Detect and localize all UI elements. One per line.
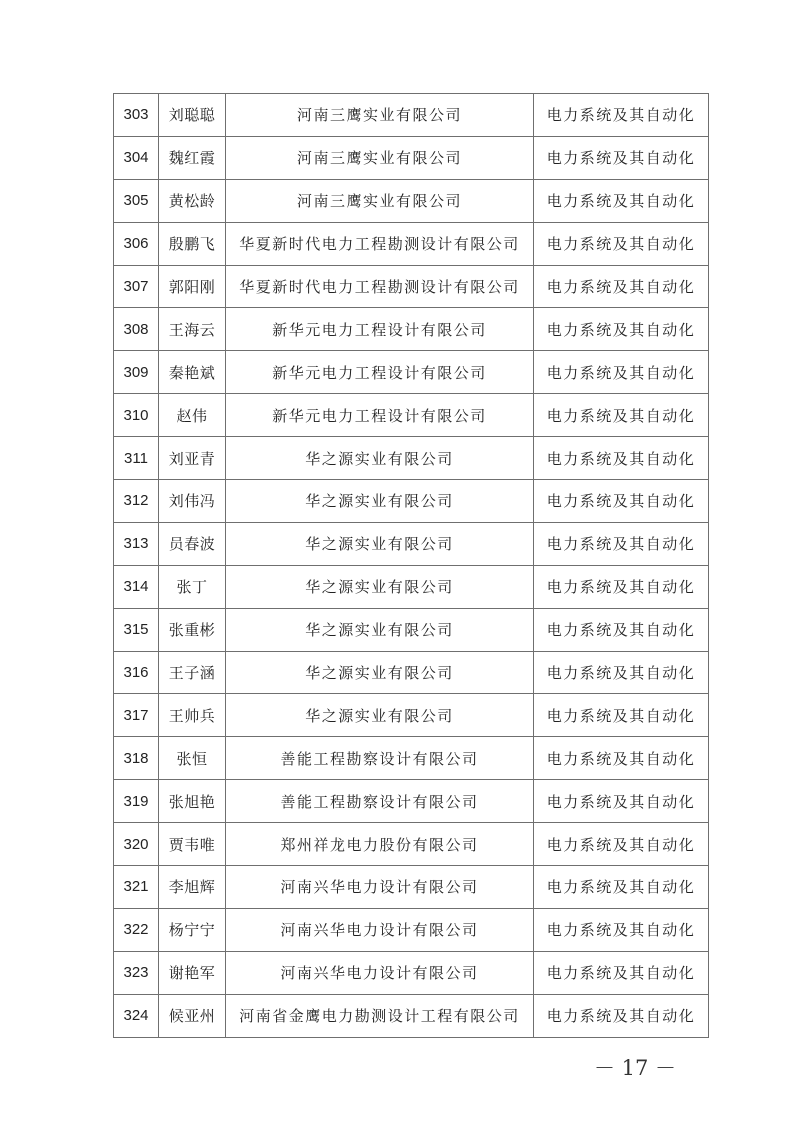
row-number: 307 <box>114 265 159 308</box>
company-name: 华之源实业有限公司 <box>226 480 534 523</box>
row-number: 304 <box>114 136 159 179</box>
row-number: 315 <box>114 608 159 651</box>
row-number: 310 <box>114 394 159 437</box>
roster-table <box>113 93 709 1038</box>
table-row <box>114 136 709 179</box>
row-number: 308 <box>114 308 159 351</box>
row-number: 313 <box>114 522 159 565</box>
major-name: 电力系统及其自动化 <box>534 437 709 480</box>
company-name: 华之源实业有限公司 <box>226 608 534 651</box>
major-name: 电力系统及其自动化 <box>534 651 709 694</box>
major-name: 电力系统及其自动化 <box>534 222 709 265</box>
person-name: 张恒 <box>159 737 226 780</box>
person-name: 李旭辉 <box>159 866 226 909</box>
company-name: 华之源实业有限公司 <box>226 522 534 565</box>
person-name: 张丁 <box>159 565 226 608</box>
person-name: 赵伟 <box>159 394 226 437</box>
table-row <box>114 608 709 651</box>
table-row <box>114 866 709 909</box>
table-row <box>114 351 709 394</box>
table-row <box>114 94 709 137</box>
person-name: 贾韦唯 <box>159 823 226 866</box>
person-name: 魏红霞 <box>159 136 226 179</box>
row-number: 314 <box>114 565 159 608</box>
row-number: 319 <box>114 780 159 823</box>
company-name: 华之源实业有限公司 <box>226 437 534 480</box>
person-name: 刘聪聪 <box>159 94 226 137</box>
company-name: 善能工程勘察设计有限公司 <box>226 737 534 780</box>
major-name: 电力系统及其自动化 <box>534 265 709 308</box>
person-name: 刘伟冯 <box>159 480 226 523</box>
person-name: 黄松龄 <box>159 179 226 222</box>
table-row <box>114 565 709 608</box>
row-number: 306 <box>114 222 159 265</box>
company-name: 新华元电力工程设计有限公司 <box>226 308 534 351</box>
company-name: 河南兴华电力设计有限公司 <box>226 866 534 909</box>
major-name: 电力系统及其自动化 <box>534 179 709 222</box>
major-name: 电力系统及其自动化 <box>534 994 709 1037</box>
table-row <box>114 222 709 265</box>
row-number: 316 <box>114 651 159 694</box>
row-number: 320 <box>114 823 159 866</box>
table-row <box>114 994 709 1037</box>
major-name: 电力系统及其自动化 <box>534 951 709 994</box>
major-name: 电力系统及其自动化 <box>534 866 709 909</box>
row-number: 303 <box>114 94 159 137</box>
company-name: 华夏新时代电力工程勘测设计有限公司 <box>226 222 534 265</box>
major-name: 电力系统及其自动化 <box>534 94 709 137</box>
row-number: 322 <box>114 908 159 951</box>
row-number: 309 <box>114 351 159 394</box>
table-row <box>114 694 709 737</box>
table-row <box>114 823 709 866</box>
person-name: 殷鹏飞 <box>159 222 226 265</box>
person-name: 候亚州 <box>159 994 226 1037</box>
table-row <box>114 908 709 951</box>
person-name: 谢艳军 <box>159 951 226 994</box>
table-row <box>114 308 709 351</box>
company-name: 新华元电力工程设计有限公司 <box>226 394 534 437</box>
major-name: 电力系统及其自动化 <box>534 136 709 179</box>
person-name: 刘亚青 <box>159 437 226 480</box>
page-number: － 17 － <box>593 1056 677 1080</box>
company-name: 河南三鹰实业有限公司 <box>226 94 534 137</box>
major-name: 电力系统及其自动化 <box>534 608 709 651</box>
company-name: 新华元电力工程设计有限公司 <box>226 351 534 394</box>
major-name: 电力系统及其自动化 <box>534 522 709 565</box>
person-name: 张重彬 <box>159 608 226 651</box>
major-name: 电力系统及其自动化 <box>534 565 709 608</box>
major-name: 电力系统及其自动化 <box>534 351 709 394</box>
person-name: 王子涵 <box>159 651 226 694</box>
table-row <box>114 951 709 994</box>
company-name: 河南兴华电力设计有限公司 <box>226 951 534 994</box>
major-name: 电力系统及其自动化 <box>534 308 709 351</box>
company-name: 河南省金鹰电力勘测设计工程有限公司 <box>226 994 534 1037</box>
company-name: 河南三鹰实业有限公司 <box>226 136 534 179</box>
row-number: 318 <box>114 737 159 780</box>
row-number: 321 <box>114 866 159 909</box>
person-name: 王帅兵 <box>159 694 226 737</box>
major-name: 电力系统及其自动化 <box>534 908 709 951</box>
company-name: 华之源实业有限公司 <box>226 565 534 608</box>
table-row <box>114 480 709 523</box>
row-number: 324 <box>114 994 159 1037</box>
company-name: 华夏新时代电力工程勘测设计有限公司 <box>226 265 534 308</box>
table-row <box>114 179 709 222</box>
table-row <box>114 737 709 780</box>
person-name: 郭阳刚 <box>159 265 226 308</box>
table-row <box>114 394 709 437</box>
major-name: 电力系统及其自动化 <box>534 694 709 737</box>
table-row <box>114 265 709 308</box>
major-name: 电力系统及其自动化 <box>534 480 709 523</box>
person-name: 秦艳斌 <box>159 351 226 394</box>
table-row <box>114 437 709 480</box>
major-name: 电力系统及其自动化 <box>534 823 709 866</box>
major-name: 电力系统及其自动化 <box>534 737 709 780</box>
company-name: 善能工程勘察设计有限公司 <box>226 780 534 823</box>
row-number: 317 <box>114 694 159 737</box>
row-number: 305 <box>114 179 159 222</box>
person-name: 杨宁宁 <box>159 908 226 951</box>
company-name: 河南三鹰实业有限公司 <box>226 179 534 222</box>
row-number: 323 <box>114 951 159 994</box>
person-name: 张旭艳 <box>159 780 226 823</box>
row-number: 312 <box>114 480 159 523</box>
person-name: 王海云 <box>159 308 226 351</box>
table-row <box>114 522 709 565</box>
row-number: 311 <box>114 437 159 480</box>
company-name: 华之源实业有限公司 <box>226 694 534 737</box>
company-name: 河南兴华电力设计有限公司 <box>226 908 534 951</box>
person-name: 员春波 <box>159 522 226 565</box>
table-row <box>114 651 709 694</box>
company-name: 郑州祥龙电力股份有限公司 <box>226 823 534 866</box>
major-name: 电力系统及其自动化 <box>534 780 709 823</box>
major-name: 电力系统及其自动化 <box>534 394 709 437</box>
table-row <box>114 780 709 823</box>
company-name: 华之源实业有限公司 <box>226 651 534 694</box>
